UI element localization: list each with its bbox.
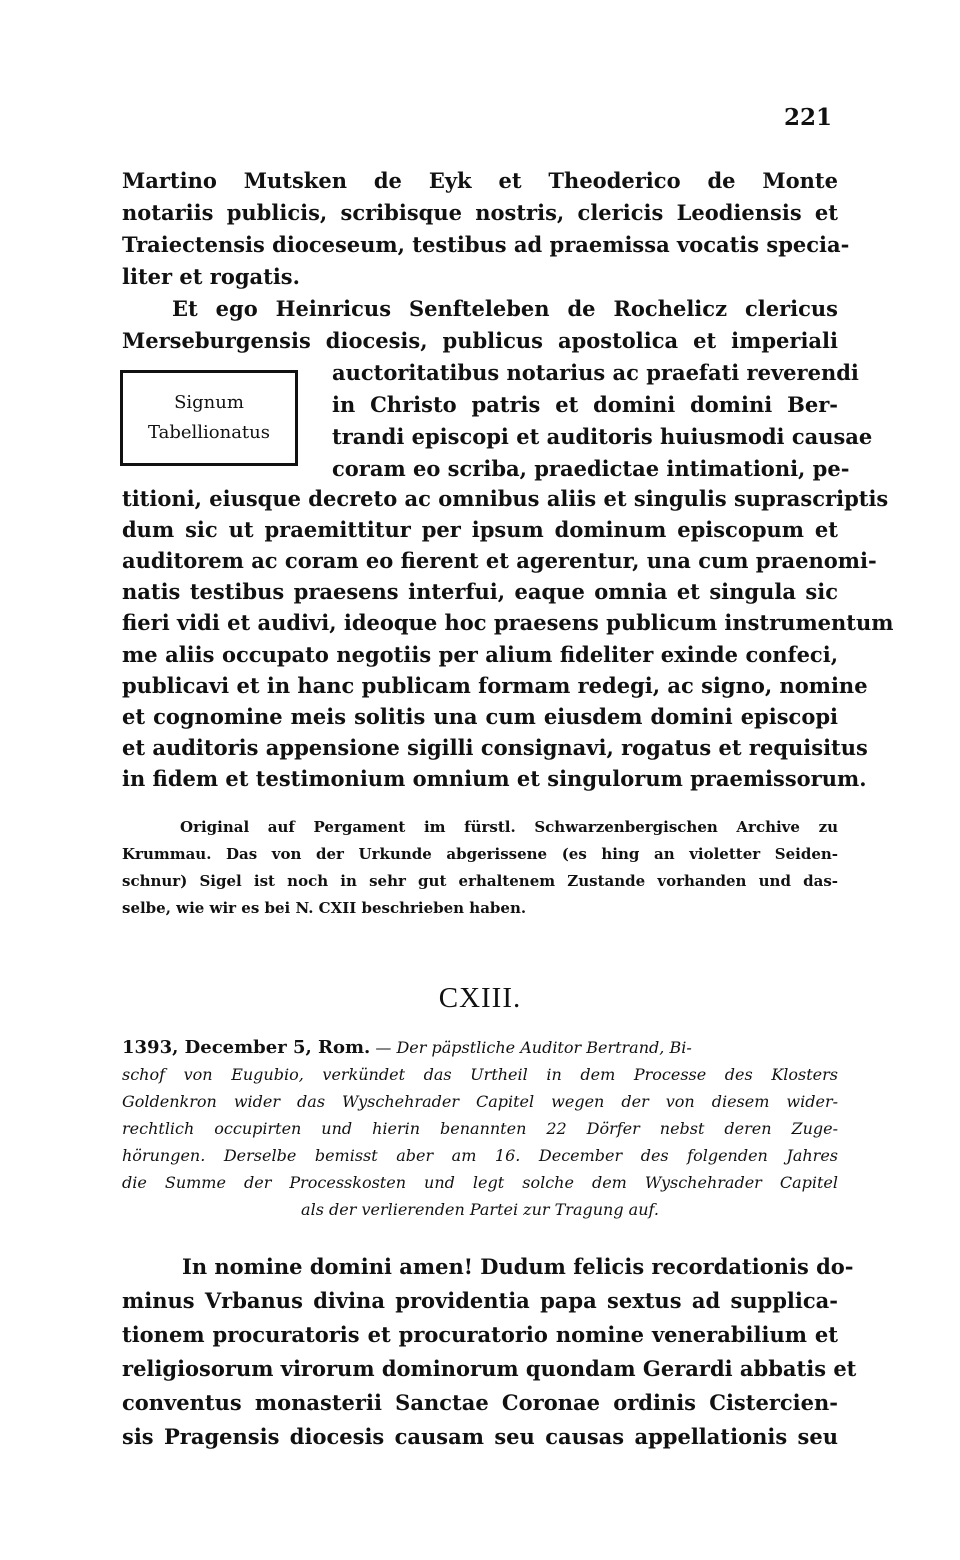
body-line-16: in fidem et testimonium omnium et singulorum praemissorum. (122, 766, 867, 791)
regest-date: 1393, December 5, Rom. (122, 1037, 371, 1058)
body-line-13: publicavi et in hanc publicam formam redegi, ac signo, nomine (122, 673, 868, 698)
regest-line-3: Goldenkron wider das Wyschehrader Capitel wegen der von diesem wider- (122, 1092, 838, 1111)
body-line-10: natis testibus praesens interfui, eaque omnia et singula sic (122, 579, 838, 604)
body-line-8: dum sic ut praemittitur per ipsum dominum episcopum et (122, 517, 838, 542)
regest-line-5: hörungen. Derselbe bemisst aber am 16. December des folgenden Jahres (122, 1146, 838, 1165)
final-line-4: religiosorum virorum dominorum quondam Gerardi abbatis et (122, 1356, 857, 1381)
final-line-5: conventus monasterii Sanctae Coronae ordinis Cistercien- (122, 1390, 838, 1415)
document-number-heading: CXIII. (438, 982, 522, 1014)
signum-label: Signum (174, 392, 244, 413)
final-line-6: sis Pragensis diocesis causam seu causas appellationis seu (122, 1424, 838, 1449)
body-line-12: me aliis occupato negotiis per alium fideliter exinde confeci, (122, 642, 838, 667)
body-line-9: auditorem ac coram eo fierent et agerentur, una cum praenomi- (122, 548, 877, 573)
side-line-4: coram eo scriba, praedictae intimationi, pe- (332, 456, 850, 481)
note-line-4: selbe, wie wir es bei N. CXII beschrieben haben. (122, 899, 527, 917)
body-line-15: et auditoris appensione sigilli consignavi, rogatus et requisitus (122, 735, 868, 760)
side-line-1: auctoritatibus notarius ac praefati reverendi (332, 360, 859, 385)
side-line-3: trandi episcopi et auditoris huiusmodi causae (332, 424, 873, 449)
body-line-3: Traiectensis dioceseum, testibus ad praemissa vocatis specia- (122, 232, 850, 257)
note-line-3: schnur) Sigel ist noch in sehr gut erhaltenem Zustande vorhanden und das- (122, 872, 838, 890)
body-line-2: notariis publicis, scribisque nostris, clericis Leodiensis et (122, 200, 838, 225)
regest-line-1 (122, 1034, 838, 1062)
signum-tabellionatus-box (120, 370, 298, 466)
side-line-2: in Christo patris et domini domini Ber- (332, 392, 838, 417)
body-line-4: liter et rogatis. (122, 264, 300, 289)
regest-line-6: die Summe der Processkosten und legt solche dem Wyschehrader Capitel (122, 1173, 838, 1192)
body-line-5: Et ego Heinricus Senfteleben de Rochelicz clericus (172, 296, 838, 321)
body-line-1: Martino Mutsken de Eyk et Theoderico de Monte (122, 168, 838, 193)
regest-line-7: als der verlierenden Partei zur Tragung auf. (301, 1200, 659, 1219)
regest-line-4: rechtlich occupirten und hierin benannten 22 Dörfer nebst deren Zuge- (122, 1119, 838, 1138)
page-number: 221 (783, 104, 832, 131)
note-line-2: Krummau. Das von der Urkunde abgerissene (es hing an violetter Seiden- (122, 845, 838, 863)
body-line-14: et cognomine meis solitis una cum eiusdem domini episcopi (122, 704, 838, 729)
body-line-11: fieri vidi et audivi, ideoque hoc praesens publicum instrumentum (122, 610, 894, 635)
tabellionatus-label: Tabellionatus (147, 422, 270, 443)
regest-first-rest: — Der päpstliche Auditor Bertrand, Bi- (375, 1038, 692, 1057)
final-line-3: tionem procuratoris et procuratorio nomine venerabilium et (122, 1322, 838, 1347)
final-line-1: In nomine domini amen! Dudum felicis recordationis do- (182, 1254, 854, 1279)
regest-line-2: schof von Eugubio, verkündet das Urtheil in dem Processe des Klosters (122, 1065, 838, 1084)
body-line-7: titioni, eiusque decreto ac omnibus aliis et singulis suprascriptis (122, 486, 889, 511)
note-line-1: Original auf Pergament im fürstl. Schwarzenbergischen Archive zu (180, 818, 838, 836)
body-line-6: Merseburgensis diocesis, publicus apostolica et imperiali (122, 328, 838, 353)
final-line-2: minus Vrbanus divina providentia papa sextus ad supplica- (122, 1288, 838, 1313)
